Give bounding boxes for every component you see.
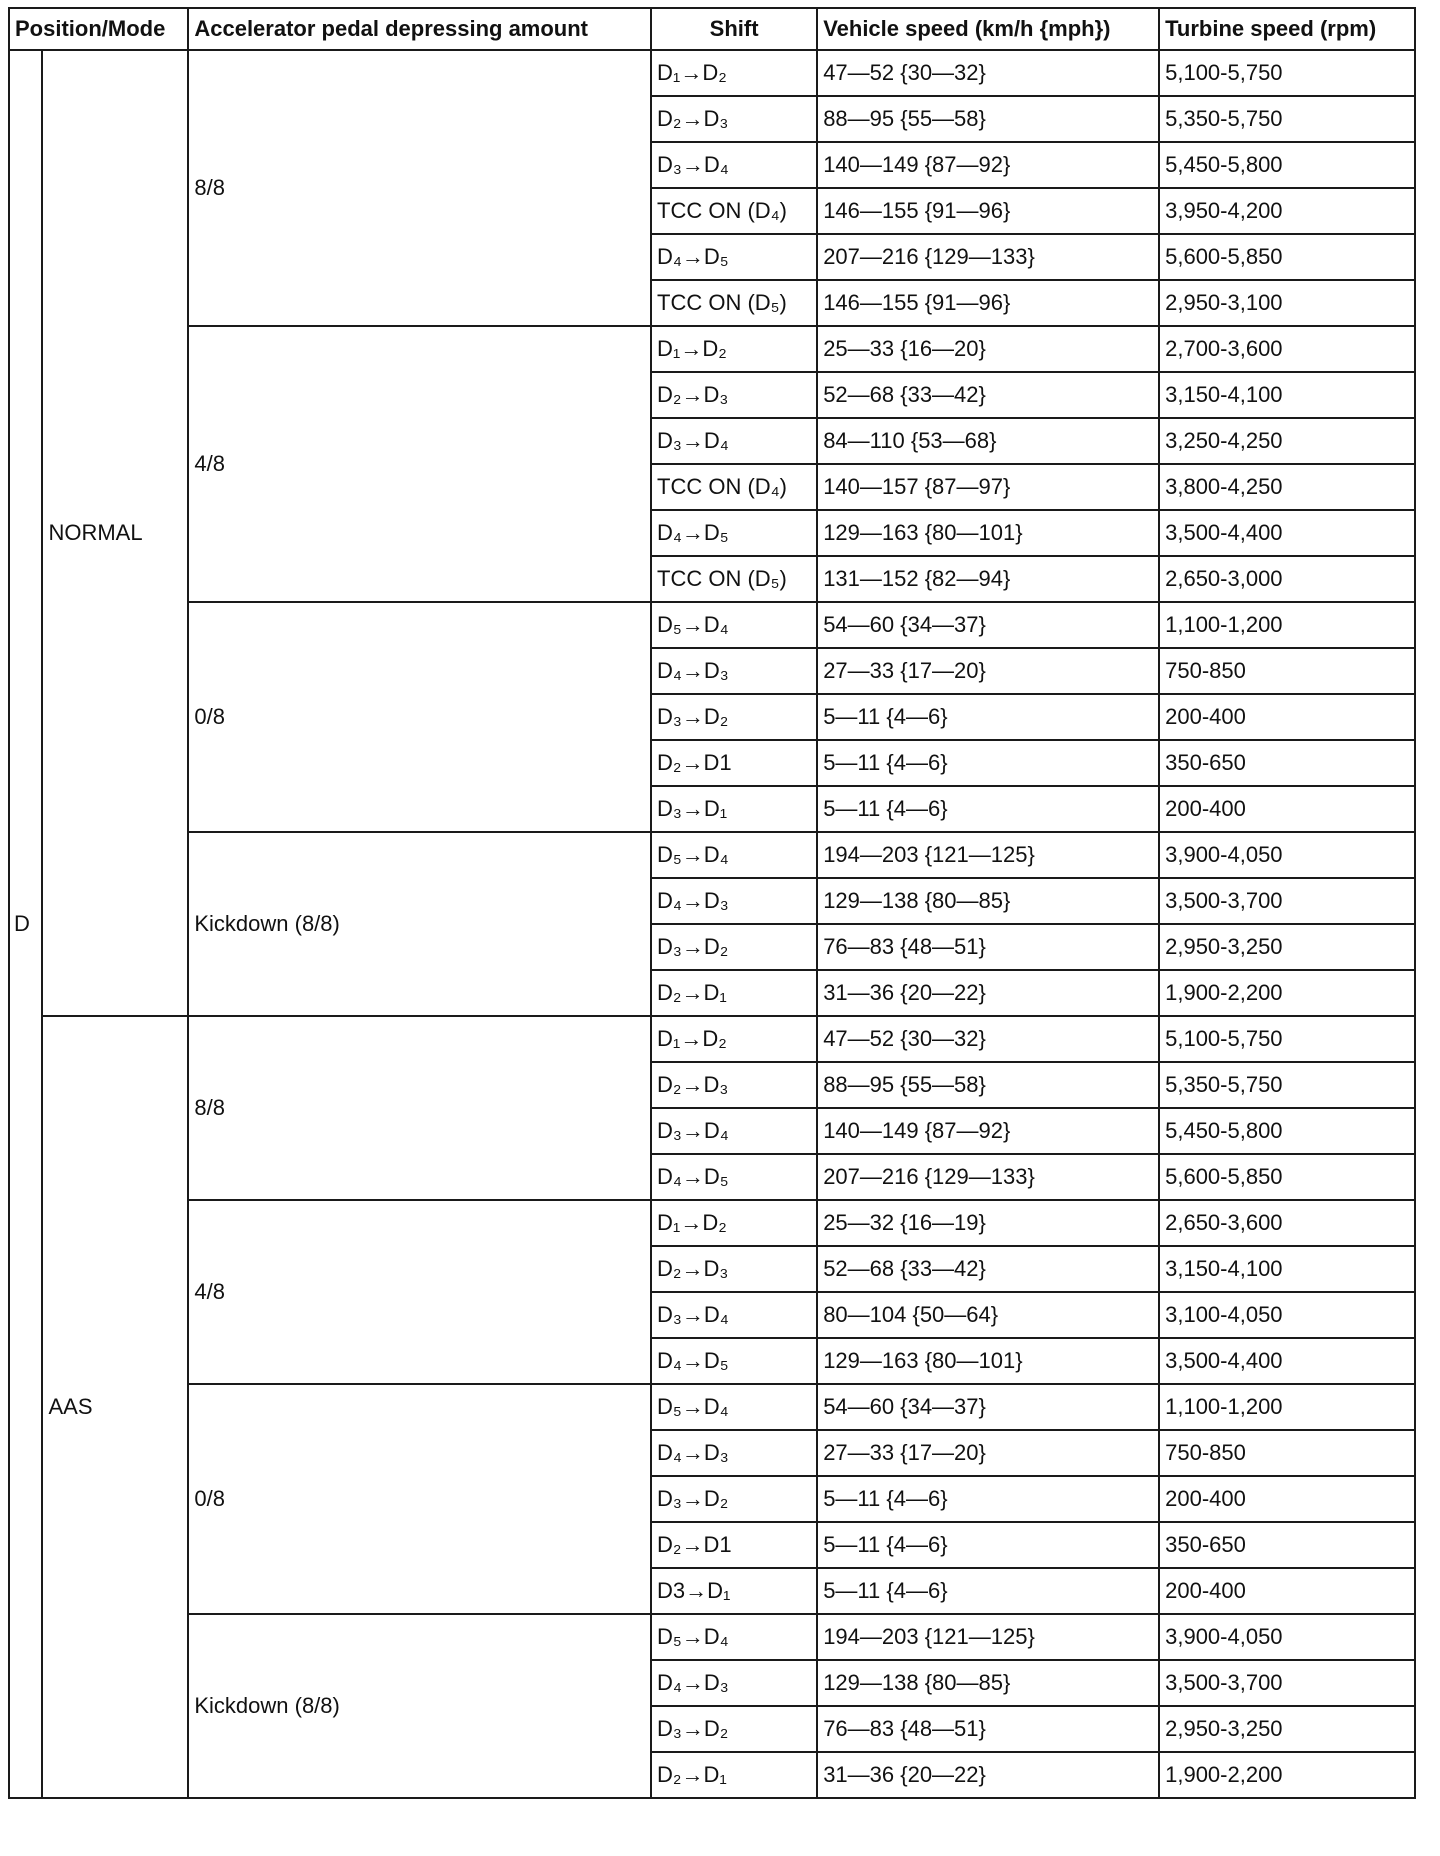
header-shift: Shift: [651, 8, 817, 50]
turbine-speed-cell: 3,150-4,100: [1159, 1246, 1415, 1292]
vehicle-speed-cell: 5—11 {4—6}: [817, 1522, 1159, 1568]
vehicle-speed-cell: 76—83 {48—51}: [817, 1706, 1159, 1752]
vehicle-speed-cell: 146—155 {91—96}: [817, 188, 1159, 234]
table-row: [9, 602, 1415, 648]
mode-cell: NORMAL: [42, 50, 188, 1016]
vehicle-speed-cell: 47—52 {30—32}: [817, 1016, 1159, 1062]
table-row: [9, 1200, 1415, 1246]
vehicle-speed-cell: 5—11 {4—6}: [817, 740, 1159, 786]
turbine-speed-cell: 1,100-1,200: [1159, 1384, 1415, 1430]
vehicle-speed-cell: 88—95 {55—58}: [817, 96, 1159, 142]
vehicle-speed-cell: 80—104 {50—64}: [817, 1292, 1159, 1338]
vehicle-speed-cell: 88—95 {55—58}: [817, 1062, 1159, 1108]
shift-cell: D₁→D₂: [651, 326, 817, 372]
vehicle-speed-cell: 31—36 {20—22}: [817, 1752, 1159, 1798]
turbine-speed-cell: 1,900-2,200: [1159, 1752, 1415, 1798]
turbine-speed-cell: 5,350-5,750: [1159, 96, 1415, 142]
shift-cell: D₂→D₁: [651, 970, 817, 1016]
turbine-speed-cell: 2,700-3,600: [1159, 326, 1415, 372]
header-row: [9, 8, 1415, 50]
vehicle-speed-cell: 52—68 {33—42}: [817, 1246, 1159, 1292]
shift-cell: TCC ON (D₅): [651, 556, 817, 602]
shift-cell: D₄→D₅: [651, 234, 817, 280]
accel-cell: 0/8: [188, 602, 651, 832]
turbine-speed-cell: 200-400: [1159, 1568, 1415, 1614]
vehicle-speed-cell: 84—110 {53—68}: [817, 418, 1159, 464]
shift-cell: D₃→D₄: [651, 1108, 817, 1154]
turbine-speed-cell: 1,100-1,200: [1159, 602, 1415, 648]
accel-cell: 4/8: [188, 326, 651, 602]
shift-cell: D₅→D₄: [651, 1614, 817, 1660]
turbine-speed-cell: 3,800-4,250: [1159, 464, 1415, 510]
shift-cell: D₄→D₅: [651, 1154, 817, 1200]
header-accelerator: Accelerator pedal depressing amount: [188, 8, 651, 50]
turbine-speed-cell: 1,900-2,200: [1159, 970, 1415, 1016]
turbine-speed-cell: 3,500-3,700: [1159, 1660, 1415, 1706]
vehicle-speed-cell: 129—163 {80—101}: [817, 1338, 1159, 1384]
shift-cell: D₄→D₃: [651, 1430, 817, 1476]
turbine-speed-cell: 3,950-4,200: [1159, 188, 1415, 234]
accel-cell: 4/8: [188, 1200, 651, 1384]
turbine-speed-cell: 2,950-3,100: [1159, 280, 1415, 326]
turbine-speed-cell: 3,900-4,050: [1159, 832, 1415, 878]
shift-cell: D₃→D₄: [651, 418, 817, 464]
mode-cell: AAS: [42, 1016, 188, 1798]
turbine-speed-cell: 750-850: [1159, 1430, 1415, 1476]
shift-cell: D₅→D₄: [651, 1384, 817, 1430]
table-row: [9, 1384, 1415, 1430]
table-row: [9, 832, 1415, 878]
vehicle-speed-cell: 25—33 {16—20}: [817, 326, 1159, 372]
vehicle-speed-cell: 5—11 {4—6}: [817, 694, 1159, 740]
turbine-speed-cell: 200-400: [1159, 1476, 1415, 1522]
turbine-speed-cell: 2,950-3,250: [1159, 1706, 1415, 1752]
header-vehicle-speed: Vehicle speed (km/h {mph}): [817, 8, 1159, 50]
vehicle-speed-cell: 52—68 {33—42}: [817, 372, 1159, 418]
shift-cell: D₂→D1: [651, 740, 817, 786]
vehicle-speed-cell: 207—216 {129—133}: [817, 234, 1159, 280]
vehicle-speed-cell: 54—60 {34—37}: [817, 1384, 1159, 1430]
shift-cell: D₂→D₁: [651, 1752, 817, 1798]
vehicle-speed-cell: 5—11 {4—6}: [817, 1568, 1159, 1614]
table-body: [9, 50, 1415, 1798]
vehicle-speed-cell: 76—83 {48—51}: [817, 924, 1159, 970]
vehicle-speed-cell: 129—163 {80—101}: [817, 510, 1159, 556]
shift-cell: D₄→D₅: [651, 1338, 817, 1384]
turbine-speed-cell: 5,100-5,750: [1159, 1016, 1415, 1062]
table-row: [9, 326, 1415, 372]
vehicle-speed-cell: 140—157 {87—97}: [817, 464, 1159, 510]
turbine-speed-cell: 5,450-5,800: [1159, 1108, 1415, 1154]
vehicle-speed-cell: 25—32 {16—19}: [817, 1200, 1159, 1246]
turbine-speed-cell: 200-400: [1159, 694, 1415, 740]
vehicle-speed-cell: 129—138 {80—85}: [817, 878, 1159, 924]
accel-cell: 8/8: [188, 1016, 651, 1200]
shift-cell: D₂→D1: [651, 1522, 817, 1568]
turbine-speed-cell: 350-650: [1159, 1522, 1415, 1568]
vehicle-speed-cell: 27—33 {17—20}: [817, 1430, 1159, 1476]
shift-cell: D₃→D₂: [651, 694, 817, 740]
shift-cell: D₃→D₂: [651, 1706, 817, 1752]
turbine-speed-cell: 5,450-5,800: [1159, 142, 1415, 188]
shift-cell: TCC ON (D₄): [651, 188, 817, 234]
vehicle-speed-cell: 194—203 {121—125}: [817, 832, 1159, 878]
turbine-speed-cell: 2,650-3,600: [1159, 1200, 1415, 1246]
vehicle-speed-cell: 207—216 {129—133}: [817, 1154, 1159, 1200]
turbine-speed-cell: 3,500-4,400: [1159, 1338, 1415, 1384]
turbine-speed-cell: 3,250-4,250: [1159, 418, 1415, 464]
shift-cell: D₁→D₂: [651, 1016, 817, 1062]
table-row: [9, 50, 1415, 96]
shift-cell: D₄→D₅: [651, 510, 817, 556]
vehicle-speed-cell: 54—60 {34—37}: [817, 602, 1159, 648]
accel-cell: 0/8: [188, 1384, 651, 1614]
shift-cell: D₃→D₄: [651, 142, 817, 188]
shift-cell: D₂→D₃: [651, 1246, 817, 1292]
table-row: [9, 1016, 1415, 1062]
shift-cell: D₅→D₄: [651, 832, 817, 878]
accel-cell: 8/8: [188, 50, 651, 326]
turbine-speed-cell: 5,100-5,750: [1159, 50, 1415, 96]
table-row: [9, 1614, 1415, 1660]
vehicle-speed-cell: 146—155 {91—96}: [817, 280, 1159, 326]
shift-point-table: [8, 7, 1416, 1799]
shift-cell: D₁→D₂: [651, 50, 817, 96]
shift-cell: D₃→D₂: [651, 1476, 817, 1522]
turbine-speed-cell: 3,500-4,400: [1159, 510, 1415, 556]
vehicle-speed-cell: 5—11 {4—6}: [817, 1476, 1159, 1522]
position-cell: D: [9, 50, 42, 1798]
turbine-speed-cell: 350-650: [1159, 740, 1415, 786]
accel-cell: Kickdown (8/8): [188, 1614, 651, 1798]
shift-cell: D₄→D₃: [651, 648, 817, 694]
shift-cell: D₅→D₄: [651, 602, 817, 648]
turbine-speed-cell: 200-400: [1159, 786, 1415, 832]
vehicle-speed-cell: 5—11 {4—6}: [817, 786, 1159, 832]
turbine-speed-cell: 3,150-4,100: [1159, 372, 1415, 418]
shift-cell: D₄→D₃: [651, 1660, 817, 1706]
shift-cell: D3→D₁: [651, 1568, 817, 1614]
vehicle-speed-cell: 140—149 {87—92}: [817, 1108, 1159, 1154]
shift-cell: D₃→D₁: [651, 786, 817, 832]
shift-cell: D₃→D₂: [651, 924, 817, 970]
turbine-speed-cell: 5,350-5,750: [1159, 1062, 1415, 1108]
turbine-speed-cell: 5,600-5,850: [1159, 1154, 1415, 1200]
vehicle-speed-cell: 194—203 {121—125}: [817, 1614, 1159, 1660]
turbine-speed-cell: 750-850: [1159, 648, 1415, 694]
turbine-speed-cell: 3,900-4,050: [1159, 1614, 1415, 1660]
header-turbine-speed: Turbine speed (rpm): [1159, 8, 1415, 50]
vehicle-speed-cell: 47—52 {30—32}: [817, 50, 1159, 96]
shift-cell: TCC ON (D₄): [651, 464, 817, 510]
shift-cell: D₃→D₄: [651, 1292, 817, 1338]
turbine-speed-cell: 3,100-4,050: [1159, 1292, 1415, 1338]
header-position-mode: Position/Mode: [9, 8, 188, 50]
shift-cell: TCC ON (D₅): [651, 280, 817, 326]
shift-cell: D₄→D₃: [651, 878, 817, 924]
vehicle-speed-cell: 31—36 {20—22}: [817, 970, 1159, 1016]
shift-cell: D₂→D₃: [651, 1062, 817, 1108]
turbine-speed-cell: 2,650-3,000: [1159, 556, 1415, 602]
vehicle-speed-cell: 129—138 {80—85}: [817, 1660, 1159, 1706]
shift-point-table-sheet: [8, 7, 1416, 1849]
turbine-speed-cell: 2,950-3,250: [1159, 924, 1415, 970]
turbine-speed-cell: 3,500-3,700: [1159, 878, 1415, 924]
vehicle-speed-cell: 27—33 {17—20}: [817, 648, 1159, 694]
shift-cell: D₂→D₃: [651, 372, 817, 418]
vehicle-speed-cell: 131—152 {82—94}: [817, 556, 1159, 602]
shift-cell: D₂→D₃: [651, 96, 817, 142]
accel-cell: Kickdown (8/8): [188, 832, 651, 1016]
vehicle-speed-cell: 140—149 {87—92}: [817, 142, 1159, 188]
turbine-speed-cell: 5,600-5,850: [1159, 234, 1415, 280]
shift-cell: D₁→D₂: [651, 1200, 817, 1246]
